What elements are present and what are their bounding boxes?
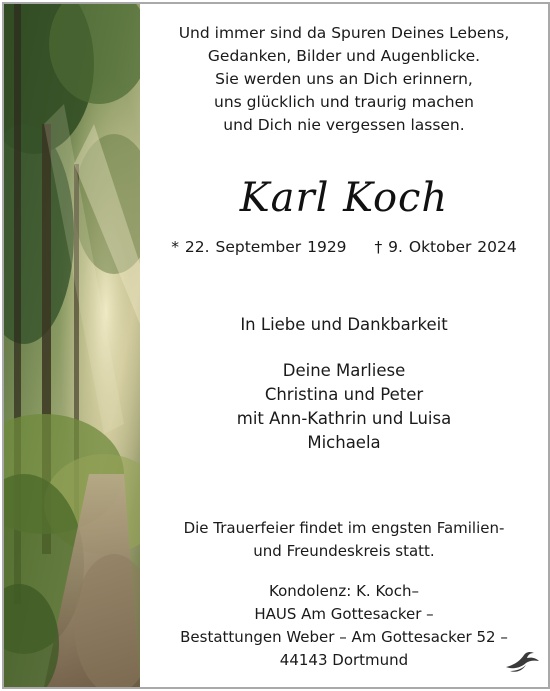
- swallow-icon: [504, 649, 540, 673]
- family-line: Deine Marliese: [282, 361, 406, 380]
- condolence-address: [140, 580, 548, 672]
- funeral-line: und Freundeskreis statt.: [253, 542, 435, 560]
- poem: [140, 22, 548, 137]
- death-date: † 9. Oktober 2024: [374, 238, 517, 256]
- family-line: Michaela: [307, 433, 381, 452]
- life-dates: [140, 238, 548, 256]
- birth-date: * 22. September 1929: [171, 238, 347, 256]
- condolence-line: Bestattungen Weber – Am Gottesacker 52 –: [180, 628, 508, 646]
- family-signatures: [140, 359, 548, 455]
- family-line: mit Ann-Kathrin und Luisa: [236, 409, 452, 428]
- obituary-text-area: [140, 4, 548, 687]
- funeral-notice: [140, 517, 548, 563]
- family-line: Christina und Peter: [264, 385, 424, 404]
- obituary-card: [2, 2, 550, 689]
- poem-line: Gedanken, Bilder und Augenblicke.: [207, 47, 481, 65]
- poem-line: Und immer sind da Spuren Deines Lebens,: [178, 24, 510, 42]
- condolence-line: 44143 Dortmund: [279, 651, 409, 669]
- forest-path-photo: [4, 4, 140, 687]
- poem-line: Sie werden uns an Dich erinnern,: [215, 70, 473, 88]
- poem-line: und Dich nie vergessen lassen.: [223, 116, 465, 134]
- thanks-line: In Liebe und Dankbarkeit: [240, 315, 448, 334]
- poem-line: uns glücklich und traurig machen: [214, 93, 474, 111]
- funeral-line: Die Trauerfeier findet im engsten Familien-: [183, 519, 505, 537]
- condolence-line: HAUS Am Gottesacker –: [254, 605, 434, 623]
- deceased-name: Karl Koch: [239, 175, 449, 221]
- condolence-line: Kondolenz: K. Koch–: [269, 582, 419, 600]
